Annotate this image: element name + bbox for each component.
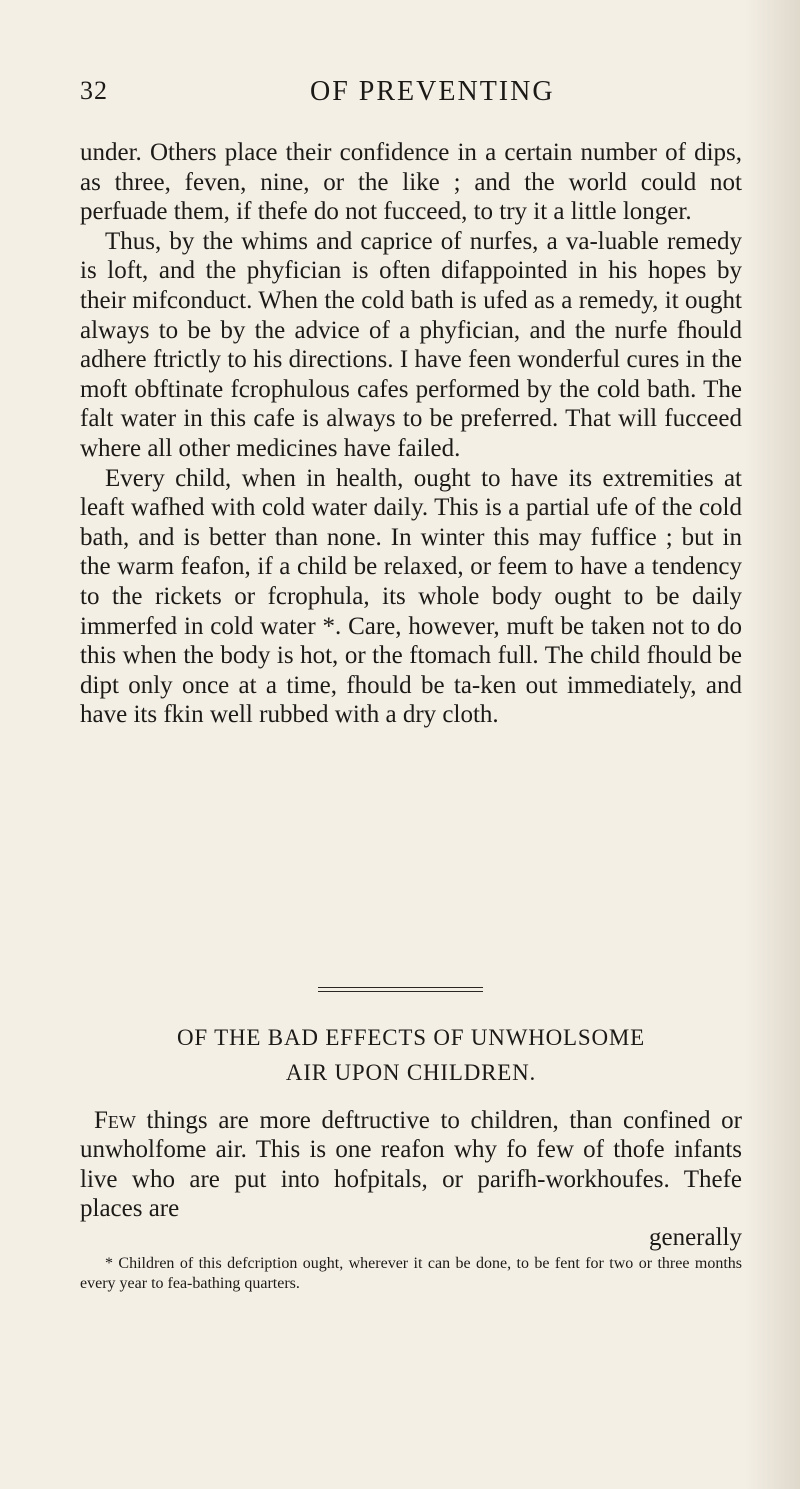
section-heading-line-1: OF THE BAD EFFECTS OF UNWHOLSOME: [177, 1025, 645, 1050]
section-divider: [318, 987, 483, 988]
footnote: [80, 1254, 742, 1294]
paragraph-2: Thus, by the whims and caprice of nurfes, a va-luable remedy is loft, and the phyfician is often difappointed in his hopes by their mifconduct. When the cold bath is ufed as a remedy, it ought always to be by the advice of a phyfician, and the nurfe fhould adhere ftrictly to his directions. I have feen wonderful cures in the moft obftinate fcrophulous cafes performed by the cold bath. The falt water in this cafe is always to be preferred. That will fucceed where all other medicines have failed.: [80, 227, 742, 462]
paragraph-3: Every child, when in health, ought to have its extremities at leaft wafhed with cold water daily. This is a partial ufe of the cold bath, and is better than none. In winter this may fuffice ; but in the warm feafon, if a child be relaxed, or feem to have a tendency to the rickets or fcrophula, its whole body ought to be daily immerfed in cold water *. Care, however, muft be taken not to do this when the body is hot, or the ftomach full. The child fhould be dipt only once at a time, fhould be ta-ken out immediately, and have its fkin well rubbed with a dry cloth.: [80, 464, 742, 729]
section-heading: [80, 1020, 742, 1090]
main-text: [80, 138, 742, 730]
footnote-text: * Children of this defcription ought, wherever it can be done, to be fent for two or three months every year to fea-bathing quarters.: [80, 1255, 742, 1292]
section-text: [80, 1106, 742, 1224]
section-paragraph-text: things are more deftructive to children, than confined or unwholfome air. This is one reafon why fo few of thofe infants live who are put into hofpitals, or parifh-workhoufes. Thefe places are: [80, 1107, 742, 1223]
section-paragraph: [80, 1106, 742, 1224]
section-divider-double: [318, 991, 483, 992]
page-header: [80, 70, 740, 110]
catchword-line: generally: [648, 1224, 742, 1251]
paragraph-1: under. Others place their confidence in a certain number of dips, as three, feven, nine, or the like ; and the world could not perfuade them, if thefe do not fucceed, to try it a little longer.: [80, 139, 742, 226]
section-first-word: Few: [94, 1107, 136, 1134]
page-number: 32: [80, 76, 108, 105]
section-heading-line-2: AIR UPON CHILDREN.: [285, 1060, 537, 1085]
running-title: OF PREVENTING: [310, 76, 555, 107]
